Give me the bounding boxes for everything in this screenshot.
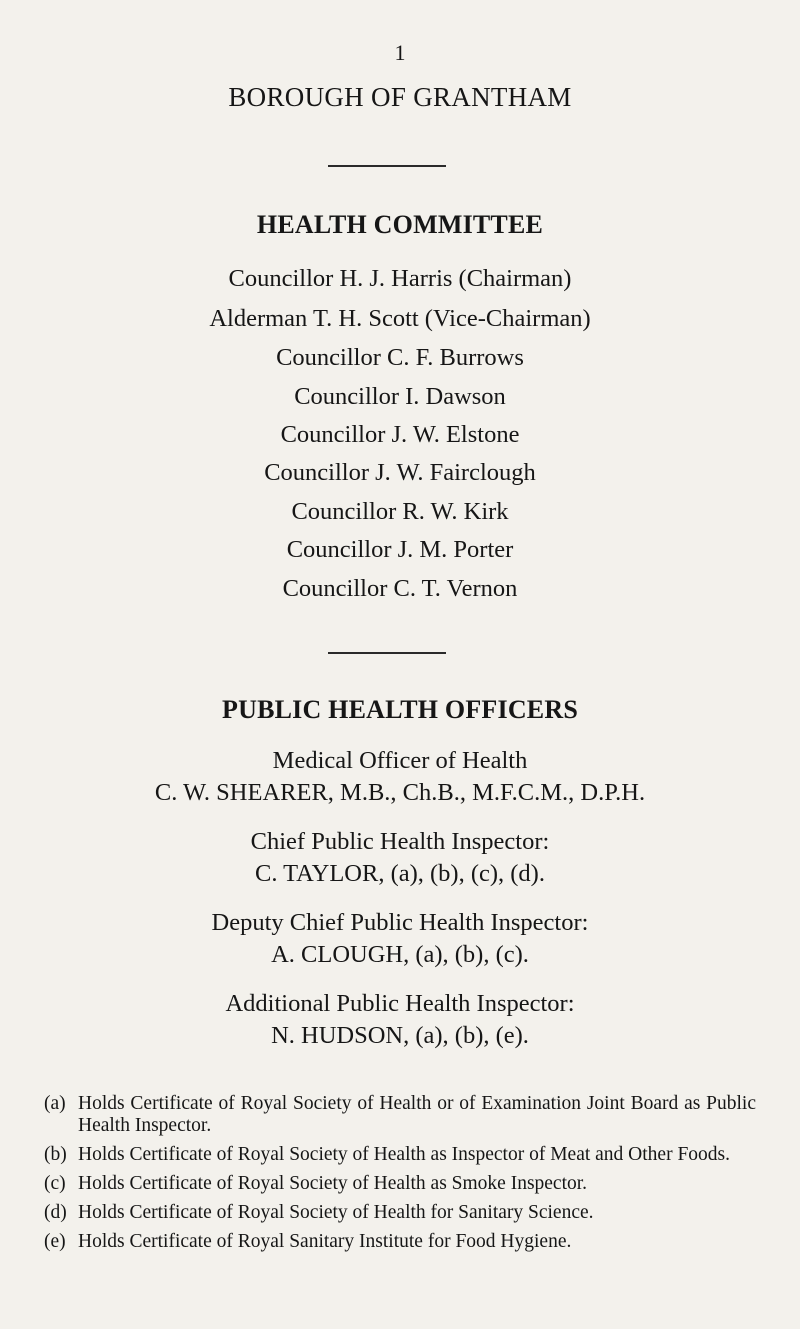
officer-role: Medical Officer of Health	[272, 747, 528, 774]
officer-role: Chief Public Health Inspector:	[250, 828, 550, 855]
committee-member: Councillor H. J. Harris (Chairman)	[228, 265, 572, 292]
footnote	[44, 1144, 756, 1166]
committee-member: Councillor C. F. Burrows	[276, 344, 524, 371]
footnotes	[44, 1093, 756, 1260]
footnote-label: (e)	[44, 1231, 66, 1252]
officer-role: Additional Public Health Inspector:	[225, 990, 575, 1017]
committee-member: Councillor J. W. Elstone	[280, 421, 520, 448]
footnote-text: Holds Certificate of Royal Society of Health as Inspector of Meat and Other Foods.	[78, 1144, 731, 1165]
page-number: 1	[394, 40, 406, 65]
footnote	[44, 1231, 756, 1253]
footnote	[44, 1202, 756, 1224]
officer-role: Deputy Chief Public Health Inspector:	[211, 909, 589, 936]
footnote-text: Holds Certificate of Royal Sanitary Institute for Food Hygiene.	[78, 1231, 572, 1252]
divider-middle	[328, 652, 446, 654]
officer-name: C. TAYLOR, (a), (b), (c), (d).	[255, 860, 545, 887]
committee-member: Councillor I. Dawson	[294, 383, 506, 410]
officer-name: N. HUDSON, (a), (b), (e).	[271, 1022, 529, 1049]
divider-top	[328, 165, 446, 167]
committee-member: Councillor J. M. Porter	[286, 536, 514, 563]
footnote-label: (c)	[44, 1173, 66, 1194]
footnote-label: (a)	[44, 1093, 66, 1114]
footnote-text: Holds Certificate of Royal Society of Health as Smoke Inspector.	[78, 1173, 588, 1194]
committee-member: Councillor R. W. Kirk	[291, 498, 509, 525]
committee-member: Alderman T. H. Scott (Vice-Chairman)	[209, 305, 591, 332]
document-title: BOROUGH OF GRANTHAM	[228, 82, 572, 112]
footnote-label: (d)	[44, 1202, 67, 1223]
footnote	[44, 1173, 756, 1195]
footnote-text: Holds Certificate of Royal Society of Health for Sanitary Science.	[78, 1202, 594, 1223]
officer-name: C. W. SHEARER, M.B., Ch.B., M.F.C.M., D.P.H.	[154, 779, 646, 806]
committee-member: Councillor J. W. Fairclough	[264, 459, 536, 486]
committee-member: Councillor C. T. Vernon	[282, 575, 518, 602]
health-committee-heading: HEALTH COMMITTEE	[256, 210, 544, 239]
footnote-text: Holds Certificate of Royal Society of Health or of Examination Joint Board as Public Health Inspector.	[78, 1093, 756, 1136]
public-health-officers-heading: PUBLIC HEALTH OFFICERS	[222, 695, 578, 724]
officer-name: A. CLOUGH, (a), (b), (c).	[271, 941, 529, 968]
footnote	[44, 1093, 756, 1137]
footnote-label: (b)	[44, 1144, 67, 1165]
